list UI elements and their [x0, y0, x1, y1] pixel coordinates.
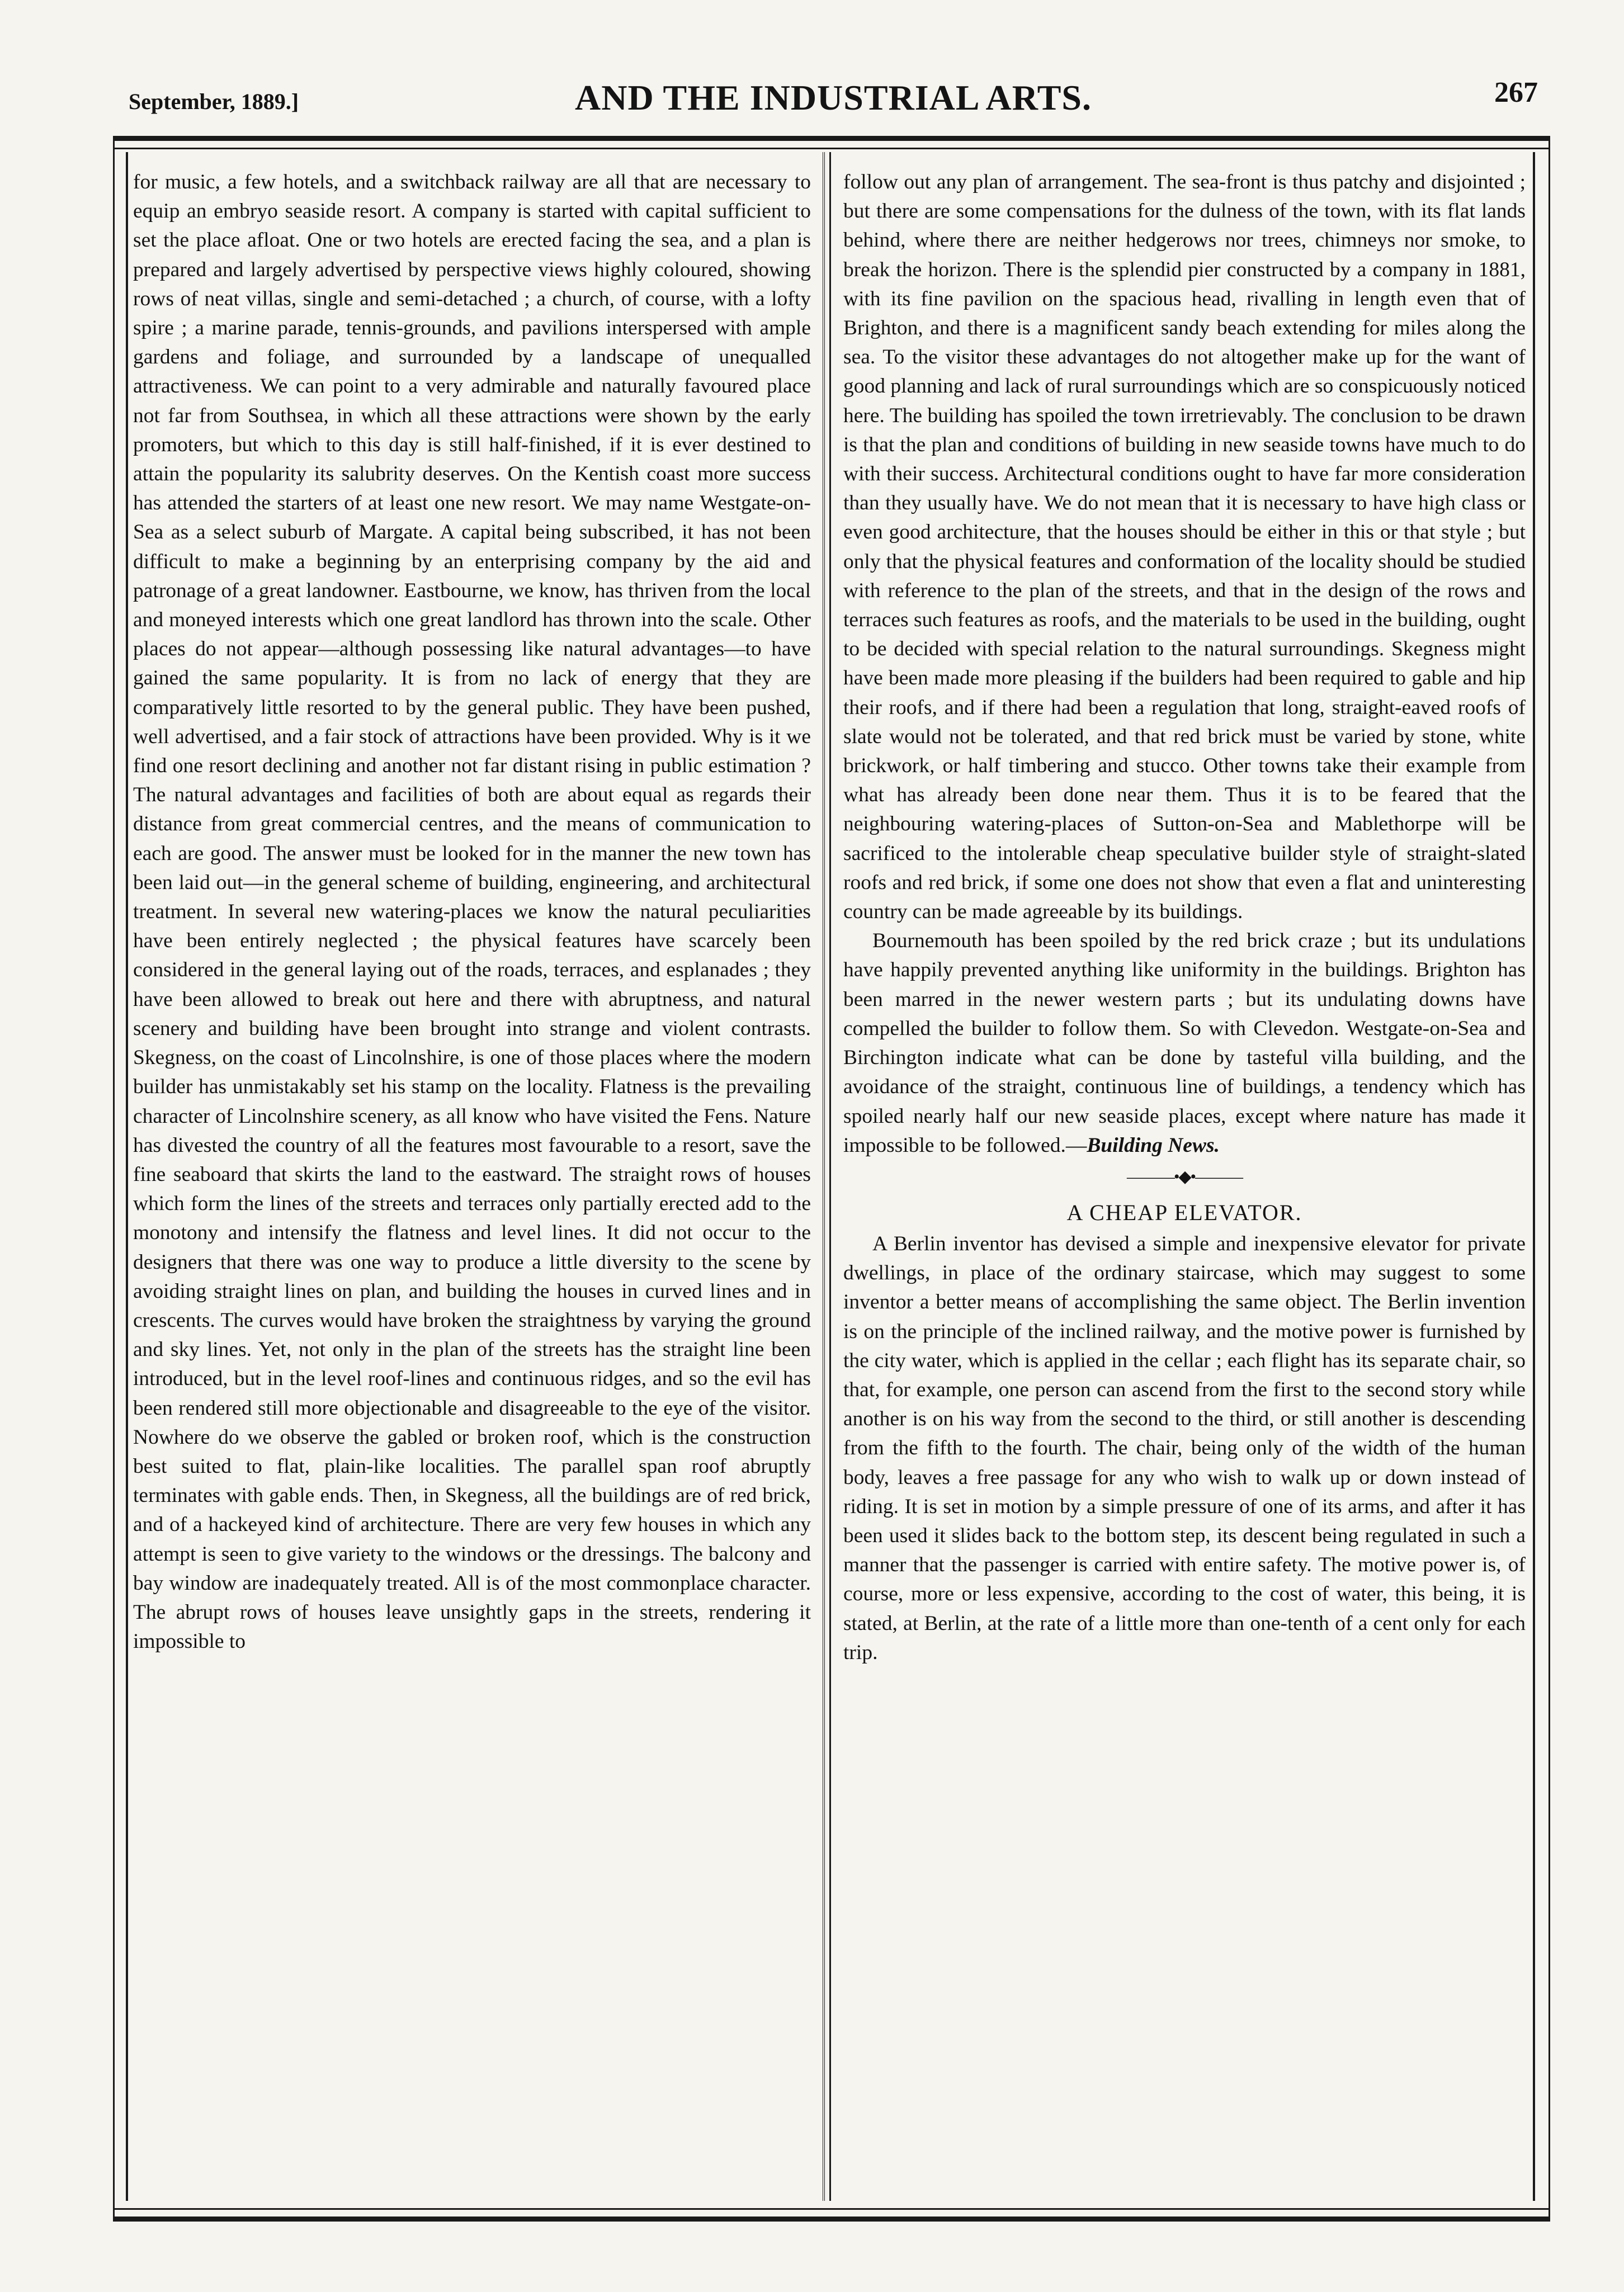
paragraph-text: Bournemouth has been spoiled by the red brick craze ; but its undulations have happily prevented anything like uniformity in the buildings. Brighton has been marred in the newer western parts ; but its undulating downs have compelled the builder to follow them. So with Clevedon. Westgate-on-Sea and Birchington indicate what can be done by tasteful villa building, and the avoidance of the straight, continuous line of buildings, a tendency which has spoiled nearly half our new seaside places, except where nature has made it impossible to be followed.—	[843, 929, 1526, 1157]
page-number: 267	[1494, 77, 1538, 108]
continued-paragraph: for music, a few hotels, and a switchback railway are all that are necessary to equip an embryo seaside resort. A company is started with capital sufficient to set the place afloat. One or two hotels are erected facing the sea, and a plan is prepared and largely advertised by perspective views highly coloured, showing rows of neat villas, single and semi-detached ; a church, of course, with a lofty spire ; a marine parade, tennis-grounds, and pavilions interspersed with ample gardens and foliage, and surrounded by a landscape of unequalled attractiveness. We can point to a very admirable and naturally favoured place not far from Southsea, in which all these attractions were shown by the early promoters, but which to this day is still half-finished, if it is ever destined to attain the popularity its salubrity deserves. On the Kentish coast more success has attended the starters of at least one new resort. We may name Westgate-on-Sea as a select suburb of Margate. A capital being subscribed, it has not been difficult to make a beginning by an enterprising company by the aid and patronage of a great landowner. Eastbourne, we know, has thriven from the local and moneyed interests which one great landlord has thrown into the scale. Other places do not appear—although possessing like natural advantages—to have gained the same popularity. It is from no lack of energy that they are comparatively little resorted to by the general public. They have been pushed, well advertised, and a fair stock of attractions have been provided. Why is it we find one resort declining and another not far distant rising in public estimation ? The natural advantages and facilities of both are about equal as regards their distance from great commercial centres, and the means of communication to each are good. The answer must be looked for in the manner the new town has been laid out—in the general scheme of building, engineering, and architectural treatment. In several new watering-places we know the natural peculiarities have been entirely neglected ; the physical features have scarcely been considered in the general laying out of the roads, terraces, and esplanades ; they have been allowed to break out here and there with abruptness, and natural scenery and building have been brought into strange and violent contrasts. Skegness, on the coast of Lincolnshire, is one of those places where the modern builder has unmistakably set his stamp on the locality. Flatness is the prevailing character of Lincolnshire scenery, as all know who have visited the Fens. Nature has divested the country of all the features most favourable to a resort, save the fine seaboard that skirts the land to the eastward. The straight rows of houses which form the lines of the streets and terraces only partially erected add to the monotony and intensify the flatness and level lines. It did not occur to the designers that there was one way to produce a little diversity to the scene by avoiding straight lines on plan, and building the houses in curved lines and in crescents. The curves would have broken the straightness by varying the ground and sky lines. Yet, not only in the plan of the streets has the straight line been introduced, but in the level roof-lines and continuous ridges, and so the evil has been rendered still more objectionable and disagreeable to the eye of the visitor. Nowhere do we observe the gabled or broken roof, which is the construction best suited to flat, plain-like localities. The parallel span roof abruptly terminates with gable ends. Then, in Skegness, all the buildings are of red brick, and of a hackeyed kind of architecture. There are very few houses in which any attempt is seen to give variety to the windows or the dressings. The balcony and bay window are inadequately treated. All is of the most commonplace character. The abrupt rows of houses leave unsightly gaps in the streets, rendering it impossible to	[133, 171, 811, 1653]
right-column-rule	[1533, 152, 1535, 2201]
continued-paragraph: follow out any plan of arrangement. The sea-front is thus patchy and disjointed ; but there are some compensations for the dulness of the town, with its flat lands behind, where there are neither hedgerows nor trees, chimneys nor smoke, to break the horizon. There is the splendid pier constructed by a company in 1881, with its fine pavilion on the spacious head, rivalling in length even that of Brighton, and there is a magnificent sandy beach extending for miles along the sea. To the visitor these advantages do not altogether make up for the want of good planning and lack of rural surroundings which are so conspicuously noticed here. The building has spoiled the town irretrievably. The conclusion to be drawn is that the plan and conditions of building in new seaside towns have much to do with their success. Architectural conditions ought to have far more consideration than they usually have. We do not mean that it is necessary to have high class or even good architecture, that the houses should be either in this or that style ; but only that the physical features and conformation of the locality should be studied with reference to the plan of the streets, and that in the design of the rows and terraces such features as roofs, and the materials to be used in the building, ought to be decided with special relation to the natural surroundings. Skegness might have been made more pleasing if the builders had been required to gable and hip their roofs, and if there had been a regulation that long, straight-eaved roofs of slate would not be tolerated, and that red brick must be varied by stone, white brickwork, or half timbering and stucco. Other towns take their example from what has already been done near them. Thus it is to be feared that the neighbouring watering-places of Sutton-on-Sea and Mablethorpe will be sacrificed to the intolerable cheap speculative builder style of straight-slated roofs and red brick, if some one does not show that even a flat and uninteresting country can be made agreeable by its buildings.	[843, 171, 1526, 924]
left-column-rule	[126, 152, 128, 2201]
ornament-divider: ———•◆•———	[1126, 1167, 1243, 1186]
frame-top-rule	[115, 148, 1549, 149]
left-column	[133, 168, 811, 1656]
running-head	[129, 66, 1538, 127]
frame-bottom-rule	[115, 2208, 1549, 2210]
paragraph	[843, 927, 1526, 1160]
paragraph: A Berlin inventor has devised a simple and inexpensive elevator for private dwellings, in place of the ordinary staircase, which may suggest to some inventor a better means of accomplishing the same object. The Berlin invention is on the principle of the inclined railway, and the motive power is furnished by the city water, which is applied in the cellar ; each flight has its separate chair, so that, for example, one person can ascend from the first to the second story while another is on his way from the second to the third, or still another is descending from the fifth to the fourth. The chair, being only of the width of the human body, leaves a free passage for any who wish to walk up or down instead of riding. It is set in motion by a simple pressure of one of its arms, and after it has been used it slides back to the bottom step, its descent being regulated in such a manner that the passenger is carried with entire safety. The motive power is, of course, more or less expensive, according to the cost of water, this being, it is stated, at Berlin, at the rate of a little more than one-tenth of a cent only for each trip.	[843, 1232, 1526, 1664]
right-column	[843, 168, 1526, 1667]
running-title: AND THE INDUSTRIAL ARTS.	[575, 78, 1092, 117]
source-citation: Building News.	[1087, 1133, 1220, 1157]
column-divider	[823, 152, 831, 2201]
article-heading: A CHEAP ELEVATOR.	[1066, 1199, 1302, 1225]
issue-date: September, 1889.]	[129, 89, 299, 114]
